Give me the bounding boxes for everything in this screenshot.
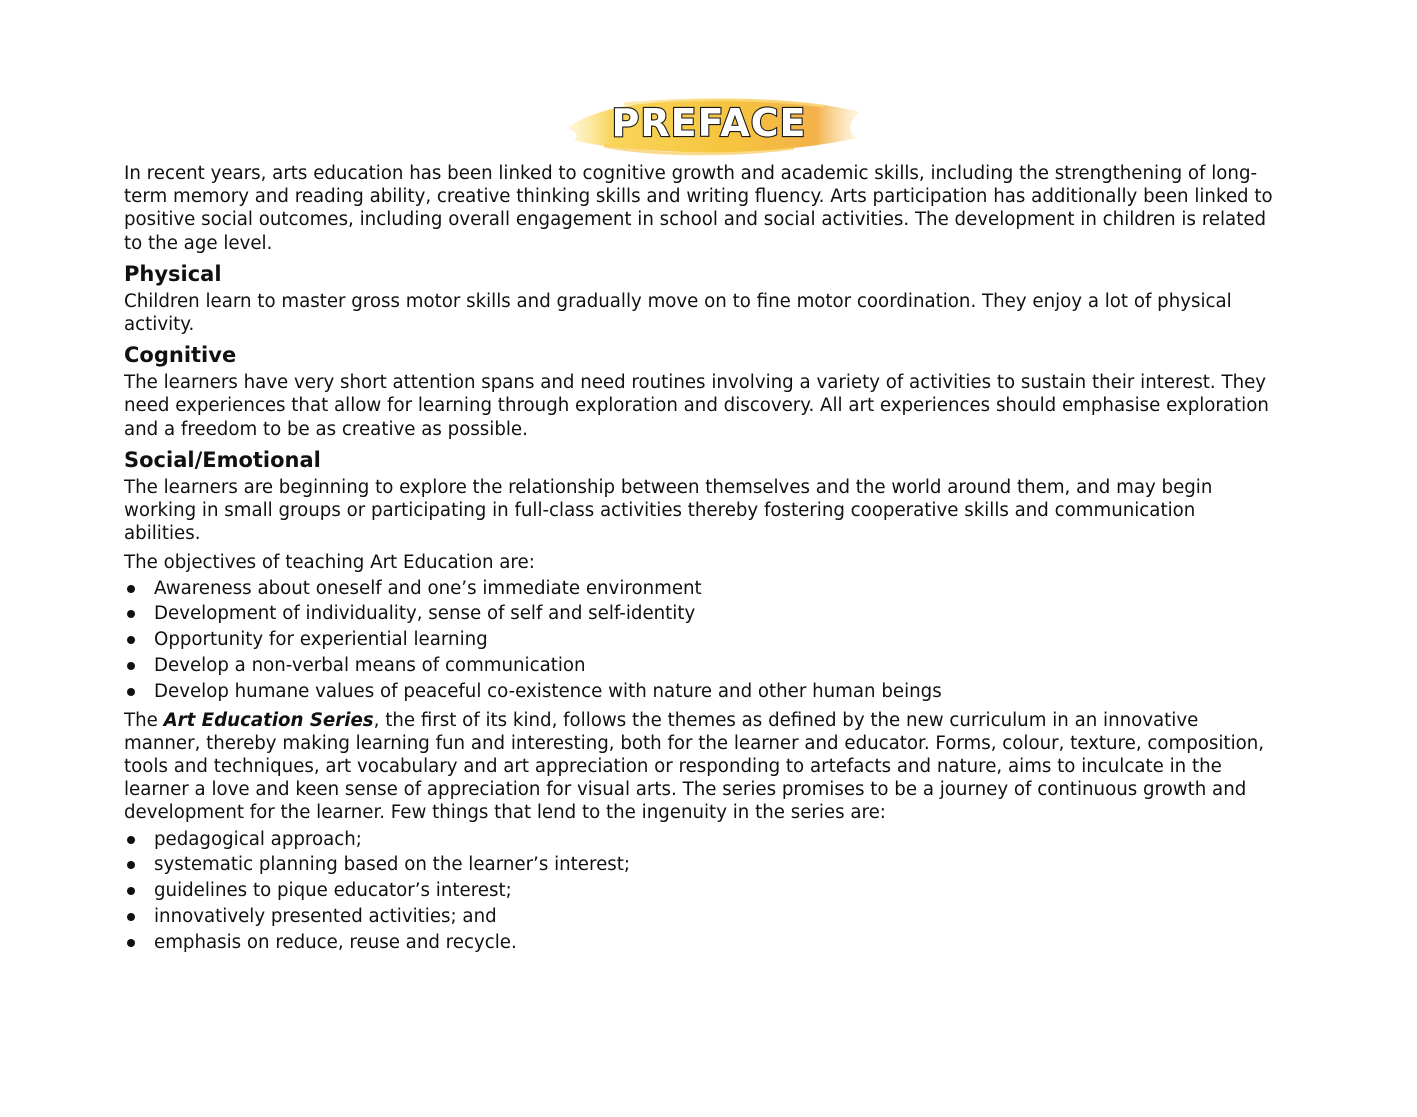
bullet-icon	[127, 861, 135, 869]
intro-paragraph: In recent years, arts education has been linked to cognitive growth and academic skills, including the strengthening of long-term memory and reading ability, creative thinking skills and writing fluency. Arts participation has additionally been linked to positive social outcomes, including overall engagement in school and social activities. The development in children is related to the age level.	[124, 163, 1273, 254]
bullet-icon	[127, 585, 135, 593]
list-item: Develop humane values of peaceful co-existence with nature and other human beings	[124, 679, 1274, 705]
list-item: Develop a non-verbal means of communication	[124, 653, 1274, 679]
bullet-icon	[127, 610, 135, 618]
bullet-icon	[127, 688, 135, 696]
title-text: PREFACE	[611, 101, 807, 145]
bullet-icon	[127, 636, 135, 644]
section-heading-physical: Physical	[124, 261, 222, 286]
bullet-icon	[127, 939, 135, 947]
list-item: systematic planning based on the learner’s interest;	[124, 852, 1274, 878]
objectives-list	[124, 576, 1274, 705]
section-heading-social-emotional: Social/Emotional	[124, 447, 321, 472]
bullet-icon	[127, 913, 135, 921]
section-heading-cognitive: Cognitive	[124, 343, 237, 368]
list-item: innovatively presented activities; and	[124, 904, 1274, 930]
series-name: Art Education Series	[163, 709, 374, 731]
list-item: Development of individuality, sense of self and self-identity	[124, 601, 1274, 627]
series-description: , the first of its kind, follows the themes as defined by the new curriculum in an innovative manner, thereby making learning fun and interesting, both for the learner and educator. Forms, colour, texture, composition, tools and techniques, art vocabulary and art appreciation or responding to artefacts and nature, aims to inculcate in the learner a love and keen sense of appreciation for visual arts. The series promises to be a journey of continuous growth and development for the learner. Few things that lend to the ingenuity in the series are:	[124, 709, 1265, 824]
features-list	[124, 827, 1274, 956]
bullet-icon	[127, 836, 135, 844]
preface-body	[124, 162, 1274, 960]
section-text-cognitive: The learners have very short attention spans and need routines involving a variety of activities to sustain their interest. They need experiences that allow for learning through exploration and discovery. All art experiences should emphasise exploration and a freedom to be as creative as possible.	[124, 372, 1269, 440]
list-item: pedagogical approach;	[124, 827, 1274, 853]
preface-title	[564, 90, 864, 158]
bullet-icon	[127, 662, 135, 670]
section-text-social-emotional: The learners are beginning to explore the relationship between themselves and the world around them, and may begin working in small groups or participating in full-class activities thereby fostering cooperative skills and communication abilities.	[124, 476, 1213, 545]
section-text-physical: Children learn to master gross motor skills and gradually move on to fine motor coordination. They enjoy a lot of physical activity.	[124, 290, 1232, 336]
list-item: Opportunity for experiential learning	[124, 627, 1274, 653]
series-paragraph	[124, 709, 1274, 825]
objectives-intro: The objectives of teaching Art Education are:	[124, 552, 535, 574]
list-item: emphasis on reduce, reuse and recycle.	[124, 930, 1274, 956]
list-item: Awareness about oneself and one’s immediate environment	[124, 576, 1274, 602]
bullet-icon	[127, 887, 135, 895]
series-prefix: The	[124, 709, 164, 731]
list-item: guidelines to pique educator’s interest;	[124, 878, 1274, 904]
